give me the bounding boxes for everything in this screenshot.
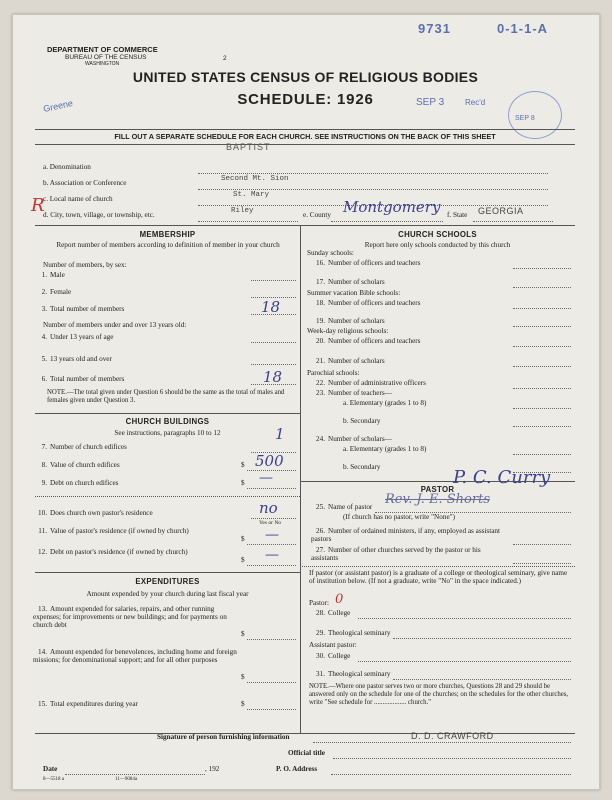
membership-heading: MEMBERSHIP: [139, 230, 196, 239]
q28-line: [358, 618, 571, 619]
received-stamp-date: SEP 3: [416, 97, 445, 108]
po-address-line: [331, 774, 571, 775]
association-line: [198, 189, 548, 190]
q6-label: Total number of members: [50, 375, 125, 383]
schools-intro: Report here only schools conducted by this church: [364, 241, 511, 249]
q11-value: —: [265, 527, 279, 543]
pastor-name-crossed: Rev. J. E. Shorts: [385, 492, 490, 507]
q23a-line: [513, 408, 571, 409]
q12-dollar: $: [241, 556, 245, 564]
page-number: 2: [223, 55, 227, 62]
form-title: UNITED STATES CENSUS OF RELIGIOUS BODIES: [132, 69, 479, 85]
graduate-note: If pastor (or assistant pastor) is a graduate of a college or theological seminary, give name of institution below. (If not a graduate, write "No" in the space indicated.): [309, 569, 568, 586]
q22-label: Number of administrative officers: [328, 379, 426, 387]
q23a-label: a. Elementary (grades 1 to 8): [343, 399, 427, 407]
q22-line: [513, 388, 571, 389]
q25-label: Name of pastor: [328, 503, 373, 511]
q25-sub: (If church has no pastor, write "None"): [343, 513, 455, 521]
date-year: , 192: [205, 765, 220, 773]
pastor-mid-rule: [300, 566, 575, 567]
state-line: [473, 221, 553, 222]
q13-dollar: $: [241, 630, 245, 638]
q30-label: College: [328, 652, 351, 660]
parochial-schools-label: Parochial schools:: [307, 369, 360, 377]
date-line: [65, 774, 205, 775]
signature-label: Signature of person furnishing information: [157, 733, 290, 741]
q9-label: Debt on church edifices: [50, 479, 119, 487]
official-title-label: Official title: [288, 749, 325, 757]
state-label: f. State: [447, 211, 468, 219]
membership-by-sex: Number of members, by sex:: [43, 261, 127, 269]
q12-label: Debt on pastor's residence (if owned by church): [50, 548, 188, 556]
banner-bottom-rule: [35, 144, 575, 145]
q10-value: no: [259, 499, 278, 517]
q12-value: —: [265, 547, 279, 563]
q6-line: [251, 384, 296, 385]
membership-age-intro: Number of members under and over 13 years old:: [43, 321, 187, 329]
q26-label: Number of ordained ministers, if any, employed as assistant pastors: [311, 527, 500, 544]
department-label: DEPARTMENT OF COMMERCE: [47, 45, 158, 54]
q16-line: [513, 268, 571, 269]
signature-value: D. D. CRAWFORD: [411, 731, 494, 741]
received-stamp-label: Rec'd: [465, 98, 486, 107]
q26-line: [513, 544, 571, 545]
state-value: GEORGIA: [478, 206, 524, 216]
section-divider: [35, 225, 575, 226]
margin-mark: R: [31, 195, 45, 216]
q7-value: 1: [275, 425, 285, 443]
q14-label: Amount expended for benevolences, including home and foreign missions; for denominational support; and for all other purposes: [33, 648, 237, 665]
q1-label: Male: [50, 271, 65, 279]
yes-no-hint: Yes or No: [259, 520, 282, 526]
q24a-line: [513, 454, 571, 455]
expenditures-heading: EXPENDITURES: [135, 577, 200, 586]
q18-label: Number of officers and teachers: [328, 299, 421, 307]
column-divider: [300, 225, 301, 733]
q14-line: [247, 682, 296, 683]
denomination-line: [198, 173, 548, 174]
q12-line: [247, 565, 296, 566]
local-name-value: St. Mary: [233, 191, 270, 199]
buildings-top-rule: [35, 413, 300, 414]
q10-line: [251, 518, 296, 519]
q15-label: Total expenditures during year: [50, 700, 138, 708]
pastor-name-value: P. C. Curry: [453, 467, 551, 488]
q9-line: [247, 488, 296, 489]
q20-label: Number of officers and teachers: [328, 337, 421, 345]
q5-label: 13 years old and over: [50, 355, 112, 363]
county-line: [331, 221, 443, 222]
buildings-mid-rule: [35, 496, 300, 497]
code-stamp: 0-1-1-A: [497, 21, 549, 36]
q3-value: 18: [261, 298, 281, 316]
q17-line: [513, 287, 571, 288]
q13-label: Amount expended for salaries, repairs, and other running expenses; for improvements or new buildings; and for payments on church debt: [33, 605, 227, 630]
q3-label: Total number of members: [50, 305, 125, 313]
q19-line: [513, 326, 571, 327]
q8-label: Value of church edifices: [50, 461, 120, 469]
q16-label: Number of officers and teachers: [328, 259, 421, 267]
q31-line: [393, 679, 571, 680]
date-label: Date: [43, 765, 58, 773]
banner-top-rule: [35, 129, 575, 130]
q19-label: Number of scholars: [328, 317, 385, 325]
q6-value: 18: [263, 368, 283, 386]
buildings-intro: See instructions, paragraphs 10 to 12: [114, 429, 221, 437]
q30-line: [358, 661, 571, 662]
membership-note: NOTE.—The total given under Question 6 should be the same as the total of males and females given under Question 3.: [47, 389, 285, 405]
pastor-heading: PASTOR: [420, 485, 455, 494]
q3-line: [251, 314, 296, 315]
city-line: [198, 221, 298, 222]
q17-label: Number of scholars: [328, 278, 385, 286]
q9-dollar: $: [241, 479, 245, 487]
q24a-label: a. Elementary (grades 1 to 8): [343, 445, 427, 453]
q4-label: Under 13 years of age: [50, 333, 114, 341]
county-value: Montgomery: [343, 198, 441, 216]
q23b-line: [513, 426, 571, 427]
city-label: WASHINGTON: [85, 61, 120, 67]
q13-line: [247, 639, 296, 640]
q20-line: [513, 346, 571, 347]
weekday-schools-label: Week-day religious schools:: [307, 327, 389, 335]
q27-label: Number of other churches served by the pastor or his assistants: [311, 546, 481, 563]
q28-label: College: [328, 609, 351, 617]
q21-label: Number of scholars: [328, 357, 385, 365]
q14-dollar: $: [241, 673, 245, 681]
city-value: Riley: [231, 207, 254, 215]
membership-intro: Report number of members according to definition of member in your church: [56, 241, 280, 249]
q29-line: [393, 638, 571, 639]
q9-value: —: [259, 470, 273, 486]
assistant-subhead: Assistant pastor:: [309, 641, 357, 649]
schedule-title: SCHEDULE: 1926: [237, 91, 374, 108]
pastor-note: NOTE.—Where one pastor serves two or more churches, Questions 28 and 29 should be answered only on the schedule for one of the churches; on the schedules for the other churches, write "See schedule for ................... church.": [309, 683, 569, 706]
q27-line: [513, 563, 571, 564]
form-number-stamp: 9731: [418, 21, 451, 36]
clerk-stamp: Greene: [42, 97, 74, 115]
received-seal-date: SEP 8: [515, 115, 535, 122]
association-value: Second Mt. Sion: [221, 175, 289, 183]
county-label: e. County: [303, 211, 331, 219]
q24-label: Number of scholars—: [328, 435, 392, 443]
local-name-label: c. Local name of church: [43, 195, 113, 203]
q29-label: Theological seminary: [328, 629, 391, 637]
po-address-label: P. O. Address: [276, 765, 318, 773]
q18-line: [513, 308, 571, 309]
q4-line: [251, 342, 296, 343]
summer-schools-label: Summer vacation Bible schools:: [307, 289, 401, 297]
q31-label: Theological seminary: [328, 670, 391, 678]
q11-line: [247, 544, 296, 545]
sunday-schools-label: Sunday schools:: [307, 249, 354, 257]
q24b-label: b. Secondary: [343, 463, 381, 471]
city-label-field: d. City, town, village, or township, etc.: [43, 211, 155, 219]
q7-label: Number of church edifices: [50, 443, 127, 451]
census-schedule-sheet: 9731 0-1-1-A DEPARTMENT OF COMMERCE BUREAU OF THE CENSUS WASHINGTON 2 UNITED STATES CENSUS OF RELIGIOUS BODIES SCHEDULE: 1926 Greene SEP 3 Rec'd SEP 8 FILL OUT A SEPARATE SCHEDULE FOR EACH CHURCH. SEE INSTRUCTIONS ON THE BACK OF THIS SHEET BAPTIST a. Denomination b. Association or Conference Second Mt. Sion c. Local name of church St. Mary R d. City, town, village, or township, etc. Riley e. County Montgomery f. State GEORGIA MEMBERSHIP Report number of members according to definition of member in your church Number of members, by sex: 1. Male 2. Female 3. Total number of members 18 Number of members under and over 13 years old: 4. Under 13 years of age 5. 13 years old and over 6. Total number of members 18 NOTE.—The total given under Question 6 should be the same as the total of males and females given under Question 3. CHURCH BUILDINGS See instructions, paragraphs 10 to 12 1 7. Number of church edifices 8. Value of church edifices $ 500 9. Debt on church edifices $ — 10. Does church own pastor's residence no Yes or No 11. Value of pastor's residence (if owned by church) $ — 12. Debt on pastor's residence (if owned by church) $ — EXPENDITURES Amount expended by your church during last fiscal year 13. Amount expended for salaries, repairs, and other running expenses; for improvements or new buildings; and for payments on church debt $ 14. Amount expended for benevolences, including home and foreign missions; for denominational support; and for all other purposes $ 15. Total expenditures during year $ CHURCH SCHOOLS Report here only schools conducted by this church Sunday schools: 16. Number of officers and teachers 17. Number of scholars Summer vacation Bible schools: 18. Number of officers and teachers 19. Number of scholars Week-day religious schools: 20. Number of officers and teachers 21. Number of scholars Parochial schools: 22. Number of administrative officers 23. Number of teachers— a. Elementary (grades 1 to 8) b. Secondary 24. Number of scholars— a. Elementary (grades 1 to 8) b. Secondary PASTOR P. C. Curry Rev. J. E. Shorts 25. Name of pastor (If church has no pastor, write "None") 26. Number of ordained ministers, if any, employed as assistant pastors 27. Number of other churches served by the pastor or his assistants If pastor (or assistant pastor) is a graduate of a college or theological seminary, give name of institution below. (If not a graduate, write "No" in the space indicated.) Pastor: 0 28. College 29. Theological seminary Assistant pastor: 30. College 31. Theological seminary NOTE.—Where one pastor serves two or more churches, Questions 28 and 29 should be answered only on the schedule for one of the churches; on the schedules for the other churches, write "See schedule for ................... church." Signature of person furnishing information D. D. CRAWFORD Official title Date , 192 P. O. Address 8—5518 a 11—9084a: [12, 14, 600, 790]
instruction-banner: FILL OUT A SEPARATE SCHEDULE FOR EACH CHURCH. SEE INSTRUCTIONS ON THE BACK OF THIS SHEET: [114, 132, 496, 141]
q10-label: Does church own pastor's residence: [50, 509, 153, 517]
q23b-label: b. Secondary: [343, 417, 381, 425]
q21-line: [513, 366, 571, 367]
expenditures-top-rule: [35, 572, 300, 573]
bureau-label: BUREAU OF THE CENSUS: [65, 54, 147, 61]
q15-dollar: $: [241, 700, 245, 708]
q8-dollar: $: [241, 461, 245, 469]
official-title-line: [333, 758, 571, 759]
q5-line: [251, 364, 296, 365]
pastor-mark: 0: [335, 592, 344, 607]
q11-label: Value of pastor's residence (if owned by church): [50, 527, 189, 535]
q1-line: [251, 280, 296, 281]
schools-heading: CHURCH SCHOOLS: [398, 230, 477, 239]
print-code: 11—9084a: [115, 777, 138, 782]
buildings-heading: CHURCH BUILDINGS: [125, 417, 210, 426]
q15-line: [247, 709, 296, 710]
q11-dollar: $: [241, 535, 245, 543]
q2-label: Female: [50, 288, 72, 296]
denomination-label: a. Denomination: [43, 163, 91, 171]
q23-label: Number of teachers—: [328, 389, 392, 397]
denomination-value: BAPTIST: [226, 142, 271, 152]
footer-top-rule: [35, 733, 575, 734]
form-code: 8—5518 a: [43, 777, 64, 782]
association-label: b. Association or Conference: [43, 179, 127, 187]
signature-line: [313, 742, 571, 743]
pastor-subhead: Pastor:: [309, 599, 329, 607]
q8-value: 500: [255, 452, 284, 470]
expenditures-intro: Amount expended by your church during last fiscal year: [86, 590, 249, 598]
